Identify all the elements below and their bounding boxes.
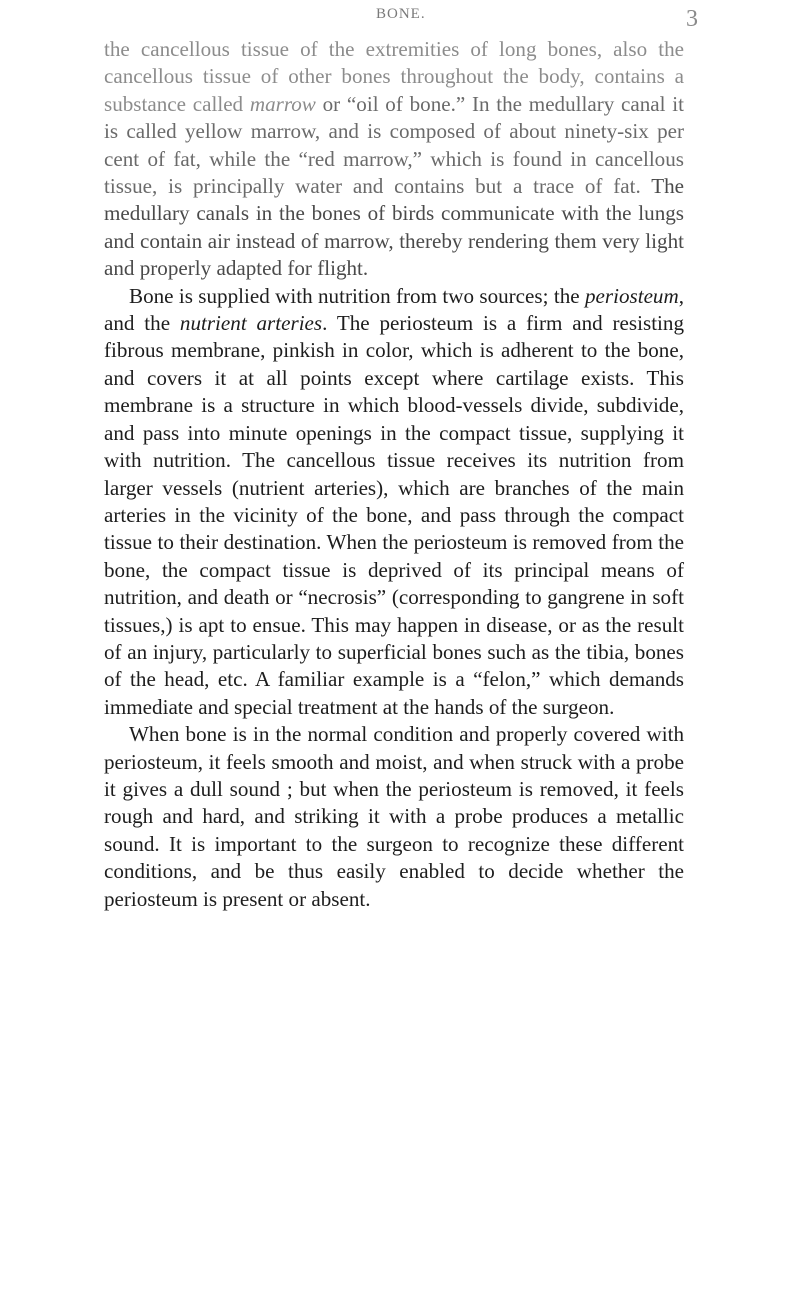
term-nutrient-arteries: nutrient arteries [179, 311, 323, 336]
paragraph-marrow-text-a: the cancellous tissue of the extremities of long bones, also the cancellous tissue of other bones throughout the body, contains a substance called [104, 37, 684, 116]
paragraph-nutrition-text-b: , and the [104, 283, 684, 336]
running-title: BONE. [376, 6, 426, 22]
paragraph-nutrition [104, 283, 684, 722]
paragraph-probe-text: When bone is in the normal condition and properly covered with periosteum, it feels smooth and moist, and when struck with a probe it gives a dull sound ; but when the periosteum is removed, it feels rough and hard, and striking it with a probe produces a metallic sound. It is important to the surgeon to recognize these different conditions, and be thus easily enabled to decide whether the periosteum is present or absent. [104, 722, 684, 911]
page-number: 3 [686, 6, 698, 32]
paragraph-nutrition-text-c: . The periosteum is a firm and resisting fibrous membrane, pinkish in color, which is adherent to the bone, and covers it at all points except where cartilage exists. This membrane is a structure in which blood-vessels divide, subdivide, and pass into minute openings in the compact tissue, supplying it with nutrition. The cancellous tissue receives its nutrition from larger vessels (nutrient arteries), which are branches of the main arteries in the vicinity of the bone, and pass through the compact tissue to their destination. When the periosteum is removed from the bone, the compact tissue is deprived of its principal means of nutrition, and death or “necrosis” (corresponding to gangrene in soft tissues,) is apt to ensue. This may happen in disease, or as the result of an injury, particularly to superficial bones such as the tibia, bones of the head, etc. A familiar example is a “felon,” which demands immediate and special treatment at the hands of the surgeon. [104, 311, 685, 719]
body-text [104, 36, 684, 913]
paragraph-marrow-text-b: or “oil of bone.” In the medullary canal it is called yellow marrow, and is composed of about ninety-six per cent of fat, while the “red marrow,” which is found in cancellous tissue, is principally water and contains but a trace of fat. [104, 91, 684, 199]
paragraph-marrow-text-c: The medullary canals in the bones of birds communicate with the lungs and contain air instead of marrow, thereby rendering them very light and properly adapted for flight. [104, 174, 684, 281]
running-head [0, 2, 800, 38]
term-marrow: marrow [249, 91, 316, 116]
term-periosteum: periosteum [584, 283, 679, 308]
paragraph-nutrition-text-a: Bone is supplied with nutrition from two sources; the [129, 283, 585, 308]
paragraph-marrow [104, 36, 684, 283]
paragraph-probe [104, 721, 684, 913]
